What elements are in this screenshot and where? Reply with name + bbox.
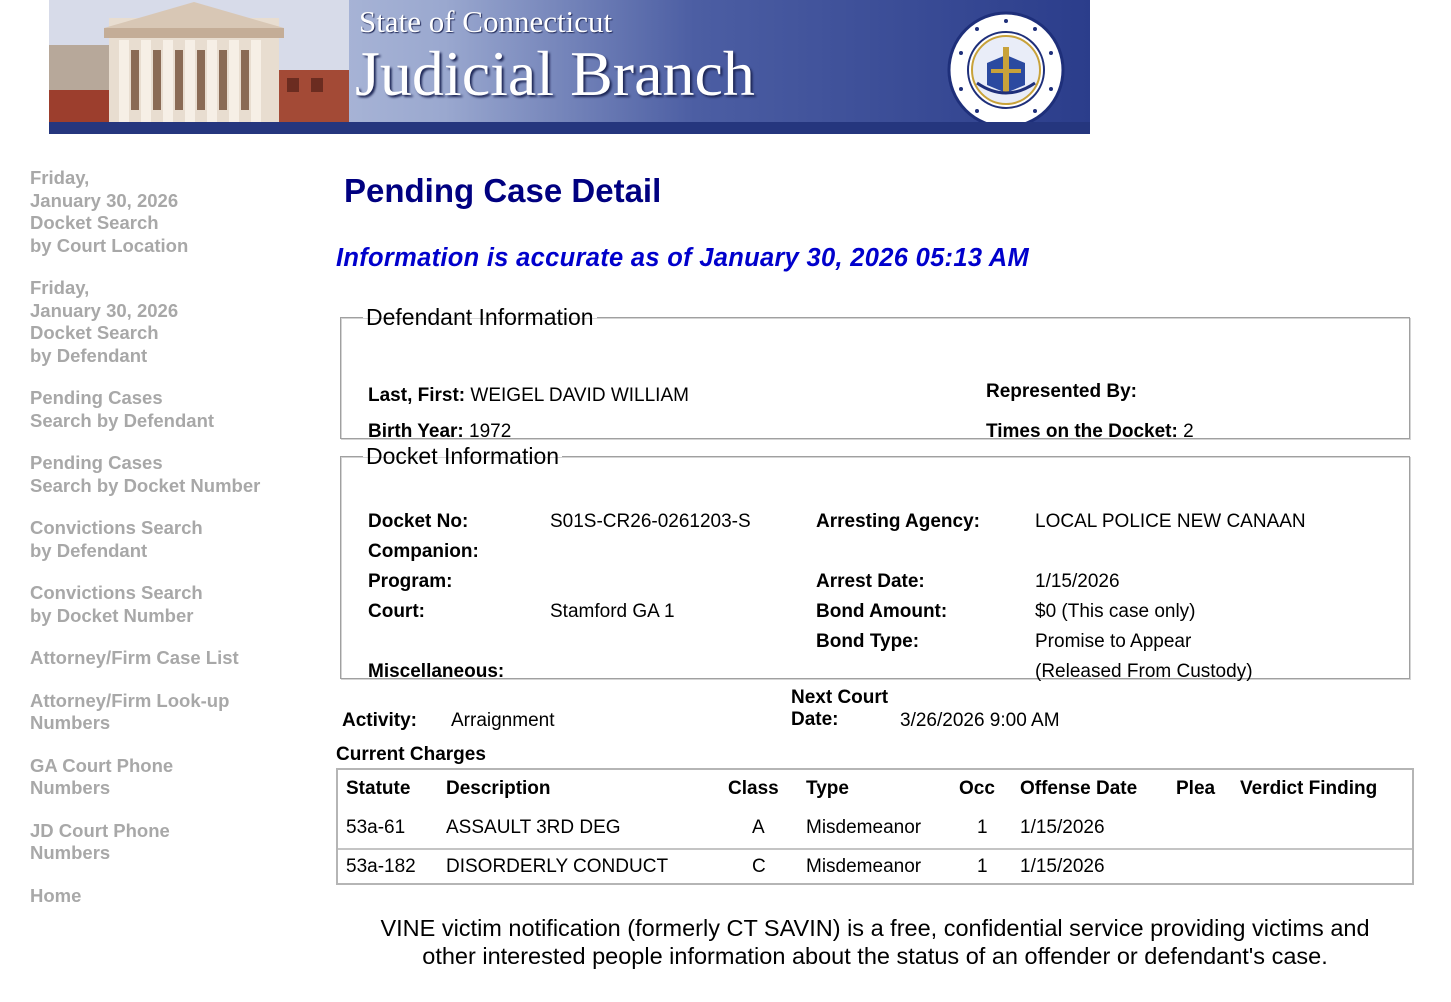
cell-offense-date: 1/15/2026 xyxy=(1020,856,1105,877)
sidebar-item-ga-court-phone[interactable] xyxy=(30,755,300,800)
bond-type-value: Promise to Appear xyxy=(1035,631,1192,652)
sidebar-item-home[interactable] xyxy=(30,885,300,908)
activity-label: Activity: xyxy=(342,710,417,731)
represented-by-field xyxy=(986,381,1137,403)
sidebar-item-line: January 30, 2026 xyxy=(30,299,179,321)
bond-amount-label: Bond Amount: xyxy=(816,601,948,622)
sidebar-item-line: Attorney/Firm Look-up xyxy=(30,689,230,711)
charges-table xyxy=(336,768,1414,885)
cell-statute: 53a-182 xyxy=(346,856,416,877)
banner-state-name: State of Connecticut xyxy=(359,4,613,39)
birth-year-field xyxy=(368,421,511,443)
sidebar-item-docket-search-defendant[interactable] xyxy=(30,277,300,367)
miscellaneous-label: Miscellaneous: xyxy=(368,661,505,682)
bond-type-label: Bond Type: xyxy=(816,631,920,652)
cell-occ: 1 xyxy=(977,817,988,838)
column-header-statute: Statute xyxy=(346,778,411,799)
charges-header-row xyxy=(338,770,1412,809)
column-header-class: Class xyxy=(728,778,779,799)
sidebar-item-line: JD Court Phone xyxy=(30,819,170,841)
sidebar-item-convictions-by-defendant[interactable] xyxy=(30,517,300,562)
cell-class: A xyxy=(752,817,765,838)
defendant-name-value: WEIGEL DAVID WILLIAM xyxy=(470,385,689,406)
cell-offense-date: 1/15/2026 xyxy=(1020,817,1105,838)
sidebar-item-line: Numbers xyxy=(30,777,111,798)
cell-statute: 53a-61 xyxy=(346,817,406,838)
arresting-agency-value: LOCAL POLICE NEW CANAAN xyxy=(1035,511,1306,532)
times-on-docket-label: Times on the Docket: xyxy=(986,421,1178,442)
sidebar-item-line: Numbers xyxy=(30,712,111,733)
page-title: Pending Case Detail xyxy=(344,172,662,209)
sidebar-item-line: Docket Search xyxy=(30,212,159,233)
docket-no-label: Docket No: xyxy=(368,511,469,532)
cell-class: C xyxy=(752,856,766,877)
current-charges-title: Current Charges xyxy=(336,744,486,765)
sidebar-item-line: January 30, 2026 xyxy=(30,189,179,211)
seal-icon xyxy=(947,11,1065,129)
accuracy-note: Information is accurate as of January 30, 2026 05:13 AM xyxy=(336,244,1030,272)
sidebar-nav xyxy=(30,167,300,927)
defendant-name-label: Last, First: xyxy=(368,385,466,406)
column-header-description: Description xyxy=(446,778,551,799)
column-header-offense-date: Offense Date xyxy=(1020,778,1138,799)
next-court-date-label xyxy=(791,687,888,731)
header-banner xyxy=(49,0,1090,134)
table-row xyxy=(338,848,1412,887)
next-court-date-label-line: Date: xyxy=(791,709,839,730)
cell-description: ASSAULT 3RD DEG xyxy=(446,817,621,838)
sidebar-item-attorney-lookup-numbers[interactable] xyxy=(30,690,300,735)
cell-type: Misdemeanor xyxy=(806,856,922,877)
defendant-information-section xyxy=(340,304,1410,442)
program-label: Program: xyxy=(368,571,453,592)
sidebar-item-jd-court-phone[interactable] xyxy=(30,820,300,865)
vine-notice xyxy=(336,914,1414,970)
arrest-date-value: 1/15/2026 xyxy=(1035,571,1120,592)
sidebar-item-pending-by-defendant[interactable] xyxy=(30,387,300,432)
docket-no-value: S01S-CR26-0261203-S xyxy=(550,511,751,532)
sidebar-item-line: by Defendant xyxy=(30,344,148,366)
sidebar-item-line: by Court Location xyxy=(30,234,189,256)
bond-amount-value: $0 (This case only) xyxy=(1035,601,1196,622)
column-header-type: Type xyxy=(806,778,849,799)
sidebar-item-line: Attorney/Firm Case List xyxy=(30,647,239,668)
next-court-date-value: 3/26/2026 9:00 AM xyxy=(900,710,1060,731)
sidebar-item-line: GA Court Phone xyxy=(30,754,174,776)
sidebar-item-convictions-by-docket-number[interactable] xyxy=(30,582,300,627)
bond-type-release-note: (Released From Custody) xyxy=(1035,661,1253,682)
sidebar-item-line: Search by Defendant xyxy=(30,409,215,431)
sidebar-item-line: Pending Cases xyxy=(30,452,163,473)
companion-label: Companion: xyxy=(368,541,479,562)
column-header-verdict-finding: Verdict Finding xyxy=(1240,778,1378,799)
sidebar-item-line: Friday, xyxy=(30,277,90,298)
sidebar-item-line: Pending Cases xyxy=(30,387,163,408)
column-header-occ: Occ xyxy=(959,778,995,799)
court-label: Court: xyxy=(368,601,425,622)
court-value: Stamford GA 1 xyxy=(550,601,675,622)
defendant-name-field xyxy=(368,385,689,407)
defendant-information-legend: Defendant Information xyxy=(366,304,594,330)
next-court-date-label-line: Next Court xyxy=(791,687,889,708)
banner-title: Judicial Branch xyxy=(355,38,755,109)
cell-description: DISORDERLY CONDUCT xyxy=(446,856,669,877)
cell-occ: 1 xyxy=(977,856,988,877)
sidebar-item-line: Home xyxy=(30,884,82,906)
sidebar-item-line: Friday, xyxy=(30,167,90,188)
docket-information-section xyxy=(340,443,1410,682)
birth-year-value: 1972 xyxy=(469,421,512,442)
birth-year-label: Birth Year: xyxy=(368,421,464,442)
courthouse-image xyxy=(49,0,349,122)
sidebar-item-attorney-case-list[interactable] xyxy=(30,647,300,670)
arrest-date-label: Arrest Date: xyxy=(816,571,925,592)
sidebar-item-line: by Defendant xyxy=(30,539,148,561)
sidebar-item-line: Convictions Search xyxy=(30,582,203,603)
activity-value: Arraignment xyxy=(451,710,555,731)
arresting-agency-label: Arresting Agency: xyxy=(816,511,980,532)
table-row xyxy=(338,809,1412,850)
banner-bottom-bar xyxy=(49,122,1090,134)
represented-by-label: Represented By: xyxy=(986,381,1137,402)
vine-notice-line: other interested people information about the status of an offender or defendant's case. xyxy=(422,943,1328,969)
sidebar-item-line: by Docket Number xyxy=(30,604,194,626)
times-on-docket-field xyxy=(986,421,1194,443)
docket-information-legend: Docket Information xyxy=(366,443,560,469)
vine-notice-line: VINE victim notification (formerly CT SAVIN) is a free, confidential service providing victims and xyxy=(380,915,1370,941)
sidebar-item-line: Docket Search xyxy=(30,322,159,343)
times-on-docket-value: 2 xyxy=(1183,421,1194,442)
column-header-plea: Plea xyxy=(1176,778,1216,799)
sidebar-item-docket-search-court-location[interactable] xyxy=(30,167,300,257)
sidebar-item-line: Convictions Search xyxy=(30,517,203,538)
cell-type: Misdemeanor xyxy=(806,817,922,838)
sidebar-item-pending-by-docket-number[interactable] xyxy=(30,452,300,497)
sidebar-item-line: Search by Docket Number xyxy=(30,474,261,496)
sidebar-item-line: Numbers xyxy=(30,842,111,863)
